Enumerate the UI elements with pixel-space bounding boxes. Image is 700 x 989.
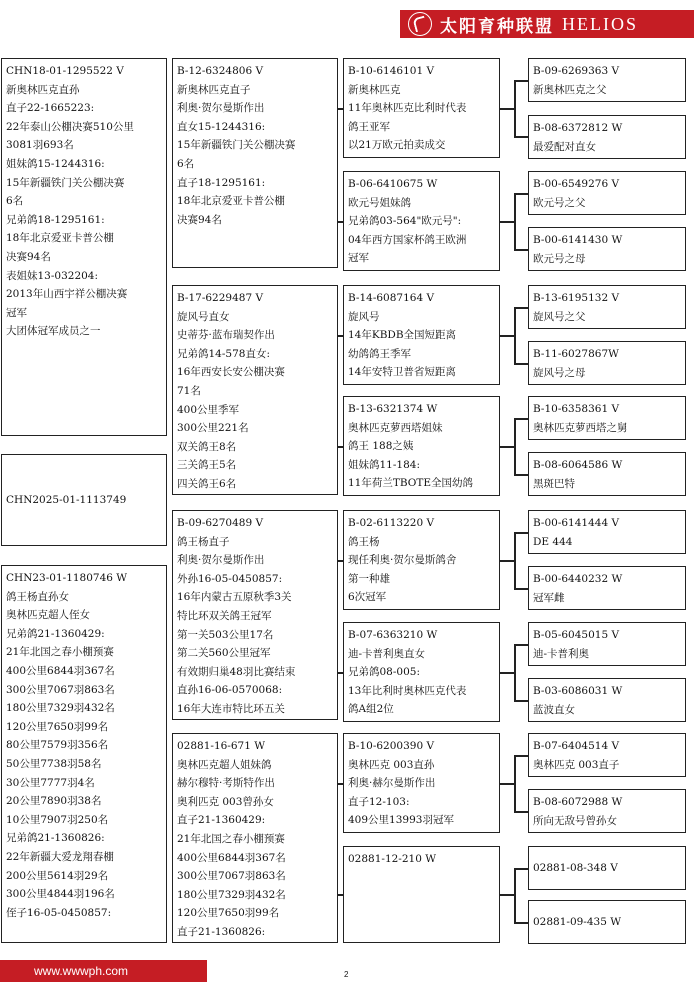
great-grandparent-box-6	[528, 341, 686, 385]
ring-number: B-10-6200390 V	[348, 740, 435, 752]
pedigree-text-line: 侄子16-05-0450857:	[6, 906, 112, 919]
pedigree-text-line: 鸽王杨直子	[177, 535, 230, 548]
rooster-logo-icon	[408, 12, 432, 36]
great-grandparent-box-5	[528, 285, 686, 329]
pedigree-text-line: 新奥林匹克直子	[177, 83, 251, 96]
pedigree-text-line: 奥利匹克 003曾孙女	[177, 795, 274, 808]
ring-number: 02881-09-435 W	[533, 915, 622, 928]
connector-line	[514, 532, 528, 534]
pedigree-text-line: 冠军	[348, 252, 369, 265]
pedigree-text-line: 迪-卡普利奥	[533, 647, 590, 660]
pedigree-text-line: 16年西安长安公棚决赛	[177, 366, 285, 379]
ring-number: B-13-6321374 W	[348, 403, 438, 415]
connector-line	[338, 783, 343, 785]
grandparent-box-3	[343, 285, 500, 385]
pedigree-text-line: 22年新疆大爱龙翔春棚	[6, 850, 114, 863]
ring-number: B-09-6270489 V	[177, 517, 264, 529]
pedigree-text-line: 13年比利时奥林匹克代表	[348, 684, 467, 697]
pedigree-text-line: 奥林匹克萝西塔之舅	[533, 421, 628, 434]
pedigree-text-line: 兄弟鸽18-1295161:	[6, 213, 105, 226]
connector-line	[514, 755, 528, 757]
connector-line	[514, 922, 528, 924]
pedigree-text-line: 表姐妹13-032204:	[6, 269, 99, 282]
pedigree-text-line: 蓝波直女	[533, 703, 575, 716]
pedigree-text-line: 21年北国之春小棚预赛	[177, 832, 285, 845]
pedigree-text-line: DE 444	[533, 535, 573, 548]
great-grandparent-box-8	[528, 452, 686, 496]
pedigree-text-line: 新奥林匹克直孙	[6, 83, 80, 96]
pedigree-text-line: 直子21-1360429:	[177, 814, 266, 827]
pedigree-text-line: 15年新疆铁门关公棚决赛	[177, 139, 296, 152]
ring-number: B-05-6045015 V	[533, 629, 620, 641]
pedigree-text-line: 鸽王亚军	[348, 120, 390, 133]
connector-line	[500, 446, 514, 448]
ring-number: B-00-6549276 V	[533, 178, 620, 190]
pedigree-text-line: 18年北京爱亚卡普公棚	[177, 195, 285, 208]
pedigree-text-line: 奥林匹克萝西塔姐妹	[348, 421, 443, 434]
ring-number: CHN18-01-1295522 V	[6, 65, 124, 77]
great-grandparent-box-7	[528, 396, 686, 440]
pedigree-text-line: 直女15-1244316:	[177, 120, 266, 133]
ring-number: B-11-6027867W	[533, 348, 619, 360]
pedigree-text-line: 第二关560公里冠军	[177, 647, 271, 660]
great-grandparent-box-13	[528, 733, 686, 777]
great-grandparent-box-2	[528, 115, 686, 159]
ring-number: B-07-6363210 W	[348, 629, 438, 641]
pedigree-text-line: 兄弟鸽03-564"欧元号":	[348, 215, 462, 228]
great-grandparent-box-3	[528, 171, 686, 215]
pedigree-text-line: 300公里7067羽863名	[6, 683, 115, 696]
website-url: www.wwwph.com	[34, 964, 129, 978]
connector-line	[514, 80, 516, 137]
pedigree-text-line: 3081羽693名	[6, 139, 74, 152]
pedigree-text-line: 黑斑巴特	[533, 477, 575, 490]
pedigree-text-line: 旋风号	[348, 310, 380, 323]
pedigree-text-line: 欧元号之父	[533, 196, 586, 209]
pedigree-text-line: 现任利奥·贺尔曼斯鸽舍	[348, 554, 457, 567]
connector-line	[500, 221, 514, 223]
ring-number: B-08-6064586 W	[533, 459, 623, 471]
connector-line	[338, 672, 343, 674]
pedigree-text-line: 180公里7329羽432名	[177, 888, 286, 901]
pedigree-text-line: 409公里13993羽冠军	[348, 814, 454, 827]
pedigree-text-line: 6名	[177, 157, 195, 170]
great-grandparent-box-4	[528, 227, 686, 271]
connector-line	[514, 418, 516, 475]
pedigree-text-line: 决赛94名	[6, 250, 51, 263]
connector-line	[338, 560, 343, 562]
pedigree-text-line: 欧元号姐妹鸽	[348, 196, 411, 209]
pedigree-text-line: 兄弟鸽14-578直女:	[177, 347, 270, 360]
ring-number: B-17-6229487 V	[177, 292, 264, 304]
pedigree-text-line: 16年内蒙古五原秋季3关	[177, 591, 292, 604]
pedigree-text-line: 旋风号之母	[533, 366, 586, 379]
pedigree-text-line: 奥林匹克 003直子	[533, 758, 620, 771]
grandparent-box-8	[343, 846, 500, 943]
pedigree-text-line: 迪-卡普利奥直女	[348, 647, 426, 660]
pedigree-text-line: 冠军	[6, 306, 27, 319]
pedigree-text-line: 300公里4844羽196名	[6, 888, 115, 901]
pedigree-text-line: 04年西方国家杯鸽王欧洲	[348, 233, 467, 246]
pedigree-text-line: 旋风号之父	[533, 310, 586, 323]
pedigree-text-line: 80公里7579羽356名	[6, 739, 109, 752]
grandparent-box-5	[343, 510, 500, 610]
pedigree-text-line: 20公里7890羽38名	[6, 795, 102, 808]
pedigree-text-line: 300公里221名	[177, 422, 249, 435]
pedigree-text-line: 21年北国之春小棚预赛	[6, 646, 114, 659]
pedigree-text-line: 冠军雌	[533, 591, 565, 604]
pedigree-text-line: 利奥·赫尔曼斯作出	[348, 777, 436, 790]
connector-line	[514, 193, 528, 195]
pedigree-text-line: 四关鸽王6名	[177, 477, 237, 490]
connector-line	[514, 868, 516, 923]
pedigree-text-line: 奥林匹克 003直孙	[348, 758, 435, 771]
grandparent-box-1	[343, 58, 500, 158]
ring-number: 02881-12-210 W	[348, 853, 437, 865]
pedigree-text-line: 300公里7067羽863名	[177, 870, 286, 883]
pedigree-text-line: 第一种雄	[348, 572, 390, 585]
connector-line	[514, 588, 528, 590]
connector-line	[514, 868, 528, 870]
pedigree-text-line: 最爱配对直女	[533, 140, 596, 153]
connector-line	[514, 136, 528, 138]
pedigree-text-line: 兄弟鸽08-005:	[348, 666, 420, 679]
brand-name-chinese: 太阳育种联盟	[440, 16, 554, 37]
pedigree-text-line: 利奥·贺尔曼斯作出	[177, 102, 265, 115]
ring-number: B-09-6269363 V	[533, 65, 620, 77]
website-url-footer	[0, 960, 207, 982]
pedigree-text-line: 30公里7777羽4名	[6, 776, 95, 789]
ring-number: CHN2025-01-1113749	[6, 493, 127, 506]
ring-number: B-14-6087164 V	[348, 292, 435, 304]
pedigree-text-line: 奥林匹克超人侄女	[6, 609, 90, 622]
ring-number: 02881-08-348 V	[533, 861, 618, 874]
pedigree-text-line: 180公里7329羽432名	[6, 702, 115, 715]
pedigree-text-line: 11年奥林匹克比利时代表	[348, 102, 467, 115]
pedigree-text-line: 所向无敌号曾孙女	[533, 814, 617, 827]
pedigree-text-line: 直子22-1665223:	[6, 102, 95, 115]
pedigree-text-line: 直子18-1295161:	[177, 176, 266, 189]
pedigree-text-line: 大团体冠军成员之一	[6, 325, 101, 338]
pedigree-text-line: 双关鸽王8名	[177, 440, 237, 453]
ring-number: B-00-6141430 W	[533, 234, 623, 246]
pedigree-text-line: 18年北京爱亚卡普公棚	[6, 232, 114, 245]
ring-number: B-10-6358361 V	[533, 403, 620, 415]
pedigree-text-line: 10公里7907羽250名	[6, 813, 109, 826]
great-grandparent-box-9	[528, 510, 686, 554]
pedigree-text-line: 50公里7738羽58名	[6, 757, 102, 770]
grandparent-box-2	[343, 171, 500, 271]
pedigree-text-line: 史蒂芬·蓝布瑞契作出	[177, 329, 275, 342]
great-grandparent-box-1	[528, 58, 686, 102]
connector-line	[338, 335, 343, 337]
pedigree-text-line: 22年泰山公棚决赛510公里	[6, 120, 134, 133]
connector-line	[500, 335, 514, 337]
pedigree-text-line: 姐妹鸽15-1244316:	[6, 157, 105, 170]
pedigree-text-line: 14年KBDB全国短距离	[348, 329, 457, 342]
connector-line	[514, 363, 528, 365]
pedigree-text-line: 120公里7650羽99名	[6, 720, 109, 733]
great-grandparent-box-14	[528, 789, 686, 833]
ring-number: B-02-6113220 V	[348, 517, 435, 529]
connector-line	[500, 894, 514, 896]
subject-box-1	[1, 58, 167, 436]
great-grandparent-box-10	[528, 566, 686, 610]
pedigree-text-line: 兄弟鸽21-1360826:	[6, 832, 105, 845]
connector-line	[514, 249, 528, 251]
great-grandparent-box-12	[528, 678, 686, 722]
pedigree-text-line: 姐妹鸽11-184:	[348, 458, 420, 471]
pedigree-text-line: 6名	[6, 195, 24, 208]
pedigree-text-line: 14年安特卫普省短距离	[348, 366, 456, 379]
connector-line	[514, 474, 528, 476]
connector-line	[514, 193, 516, 250]
pedigree-text-line: 15年新疆铁门关公棚决赛	[6, 176, 125, 189]
connector-line	[514, 644, 516, 701]
connector-line	[514, 418, 528, 420]
pedigree-text-line: 以21万欧元拍卖成交	[348, 139, 446, 152]
connector-line	[514, 644, 528, 646]
ring-number: B-00-6141444 V	[533, 517, 620, 529]
connector-line	[514, 755, 516, 812]
pedigree-text-line: 200公里5614羽29名	[6, 869, 109, 882]
pedigree-text-line: 11年荷兰TBOTE全国幼鸽	[348, 477, 474, 490]
pedigree-text-line: 新奥林匹克	[348, 83, 401, 96]
grandparent-box-6	[343, 622, 500, 722]
ring-number: CHN23-01-1180746 W	[6, 572, 128, 584]
pedigree-text-line: 赫尔穆特·考斯特作出	[177, 777, 275, 790]
pedigree-text-line: 直孙16-06-0570068:	[177, 684, 283, 697]
pedigree-text-line: 400公里季军	[177, 403, 240, 416]
ring-number: B-12-6324806 V	[177, 65, 264, 77]
pedigree-text-line: 第一关503公里17名	[177, 628, 274, 641]
page-number: 2	[344, 970, 349, 979]
pedigree-text-line: 利奥·贺尔曼斯作出	[177, 554, 265, 567]
pedigree-text-line: 400公里6844羽367名	[6, 664, 115, 677]
pedigree-text-line: 鸽王 188之姨	[348, 440, 414, 453]
pedigree-text-line: 奥林匹克超人姐妹鸽	[177, 758, 272, 771]
ring-number: B-10-6146101 V	[348, 65, 435, 77]
pedigree-text-line: 直子12-103:	[348, 795, 410, 808]
connector-line	[514, 307, 516, 364]
parent-box-3	[172, 510, 338, 720]
connector-line	[338, 221, 343, 223]
great-grandparent-box-11	[528, 622, 686, 666]
pedigree-text-line: 三关鸽王5名	[177, 459, 237, 472]
ring-number: B-03-6086031 W	[533, 685, 623, 697]
connector-line	[500, 672, 514, 674]
connector-line	[514, 532, 516, 589]
ring-number: B-13-6195132 V	[533, 292, 620, 304]
pedigree-text-line: 特比环双关鸽王冠军	[177, 609, 272, 622]
pedigree-text-line: 直子21-1360826:	[177, 925, 266, 938]
connector-line	[500, 108, 514, 110]
brand-name-english: HELIOS	[562, 13, 638, 34]
pedigree-text-line: 71名	[177, 384, 201, 397]
connector-line	[338, 446, 343, 448]
connector-line	[500, 560, 514, 562]
pedigree-text-line: 欧元号之母	[533, 252, 586, 265]
subject-box-3	[1, 565, 167, 943]
subject-box-2	[1, 454, 167, 546]
pedigree-text-line: 新奥林匹克之父	[533, 83, 607, 96]
connector-line	[338, 108, 343, 110]
pedigree-text-line: 鸽A组2位	[348, 703, 394, 716]
pedigree-text-line: 鸽王杨直孙女	[6, 590, 69, 603]
ring-number: 02881-16-671 W	[177, 740, 266, 752]
pedigree-text-line: 有效期归巢48羽比赛结束	[177, 665, 296, 678]
pedigree-text-line: 120公里7650羽99名	[177, 907, 280, 920]
connector-line	[514, 307, 528, 309]
ring-number: B-08-6372812 W	[533, 122, 623, 134]
parent-box-4	[172, 733, 338, 943]
ring-number: B-06-6410675 W	[348, 178, 438, 190]
pedigree-text-line: 决赛94名	[177, 213, 222, 226]
ring-number: B-08-6072988 W	[533, 796, 623, 808]
pedigree-text-line: 幼鸽鸽王季军	[348, 347, 411, 360]
grandparent-box-7	[343, 733, 500, 833]
brand-header	[400, 10, 694, 38]
pedigree-text-line: 外孙16-05-0450857:	[177, 572, 283, 585]
ring-number: B-00-6440232 W	[533, 573, 623, 585]
connector-line	[500, 783, 514, 785]
great-grandparent-box-16	[528, 900, 686, 944]
pedigree-text-line: 16年大连市特比环五关	[177, 702, 285, 715]
grandparent-box-4	[343, 396, 500, 496]
pedigree-text-line: 6次冠军	[348, 591, 387, 604]
ring-number: B-07-6404514 V	[533, 740, 620, 752]
pedigree-text-line: 400公里6844羽367名	[177, 851, 286, 864]
connector-line	[514, 700, 528, 702]
pedigree-text-line: 旋风号直女	[177, 310, 230, 323]
great-grandparent-box-15	[528, 846, 686, 890]
pedigree-text-line: 2013年山西宇祥公棚决赛	[6, 288, 128, 301]
parent-box-1	[172, 58, 338, 268]
connector-line	[514, 811, 528, 813]
pedigree-text-line: 鸽王杨	[348, 535, 380, 548]
pedigree-text-line: 兄弟鸽21-1360429:	[6, 627, 105, 640]
parent-box-2	[172, 285, 338, 495]
connector-line	[338, 894, 343, 896]
connector-line	[514, 80, 528, 82]
